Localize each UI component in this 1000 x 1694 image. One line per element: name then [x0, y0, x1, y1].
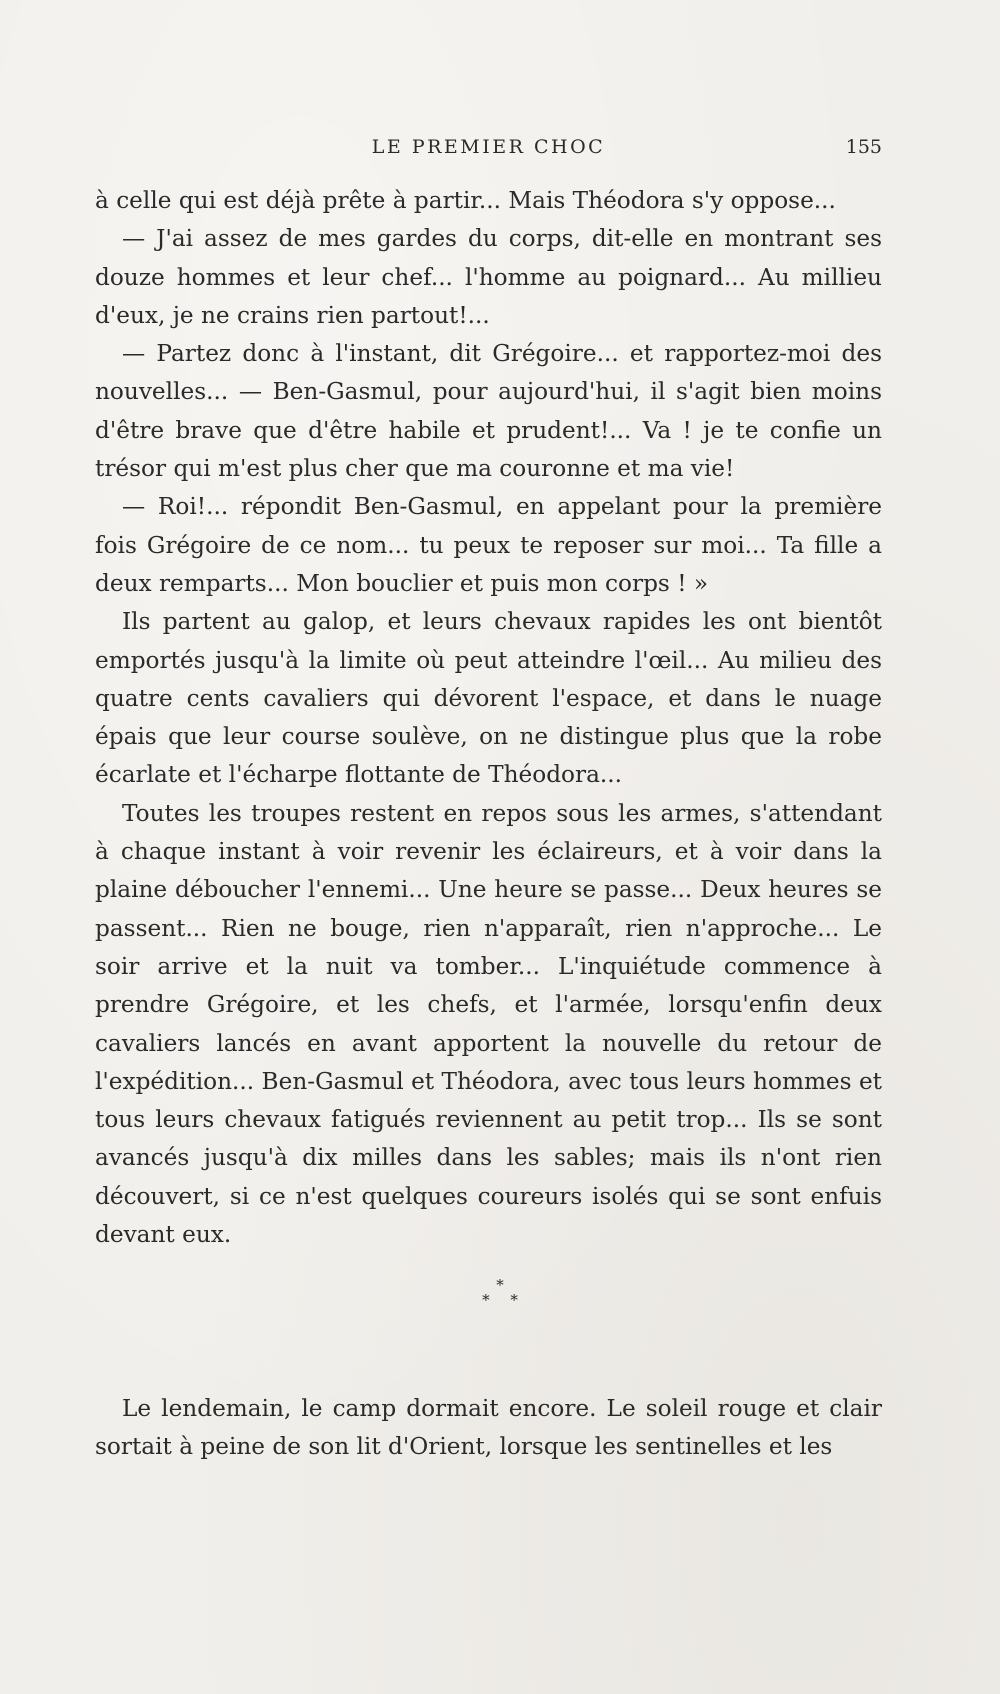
page-number: 155 [845, 136, 882, 158]
section-break-asterism [460, 1278, 540, 1318]
main-text [95, 182, 882, 1254]
paragraph: à celle qui est déjà prête à partir... Mais Théodora s'y oppose... [95, 187, 836, 214]
paragraph: — Roi!... répondit Ben-Gasmul, en appelant pour la première fois Grégoire de ce nom... tu peux te reposer sur moi... Ta fille a deux remparts... Mon bouclier et puis mon corps ! » [95, 493, 882, 597]
paragraph: Toutes les troupes restent en repos sous les armes, s'attendant à chaque instant à voir revenir les éclaireurs, et à voir dans la plaine déboucher l'ennemi... Une heure se passe... Deux heures se passent... Rien ne bouge, rien n'apparaît, rien n'approche... Le soir arrive et la nuit va tomber... L'inquiétude commence à prendre Grégoire, et les chefs, et l'armée, lorsqu'enfin deux cavaliers lancés en avant apportent la nouvelle du retour de l'expédition... Ben-Gasmul et Théodora, avec tous leurs hommes et tous leurs chevaux fatigués reviennent au petit trop... Ils se sont avancés jusqu'à dix milles dans les sables; mais ils n'ont rien découvert, si ce n'est quelques coureurs isolés qui se sont enfuis devant eux. [95, 799, 882, 1249]
paragraph: — Partez donc à l'instant, dit Grégoire... et rapportez-moi des nouvelles... — Ben-Gasmul, pour aujourd'hui, il s'agit bien moins d'être brave que d'être habile et prudent!... Va ! je te confie un trésor qui m'est plus cher que ma couronne et ma vie! [95, 340, 882, 483]
paragraph: Ils partent au galop, et leurs chevaux rapides les ont bientôt emportés jusqu'à la limite où peut atteindre l'œil... Au milieu des quatre cents cavaliers qui dévorent l'espace, et dans le nuage épais que leur course soulève, on ne distingue plus que la robe écarlate et l'écharpe flottante de Théodora... [95, 608, 882, 789]
paragraph: — J'ai assez de mes gardes du corps, dit-elle en montrant ses douze hommes et leur chef... l'homme au poignard... Au millieu d'eux, je ne crains rien partout!... [95, 225, 882, 329]
asterism-top: * [496, 1276, 504, 1294]
asterism-bottom: * * [482, 1291, 526, 1309]
running-head [95, 136, 882, 168]
continued-text [95, 1390, 882, 1467]
paragraph: Le lendemain, le camp dormait encore. Le soleil rouge et clair sortait à peine de son lit d'Orient, lorsque les sentinelles et les [95, 1395, 882, 1461]
running-title: LE PREMIER CHOC [371, 136, 606, 158]
